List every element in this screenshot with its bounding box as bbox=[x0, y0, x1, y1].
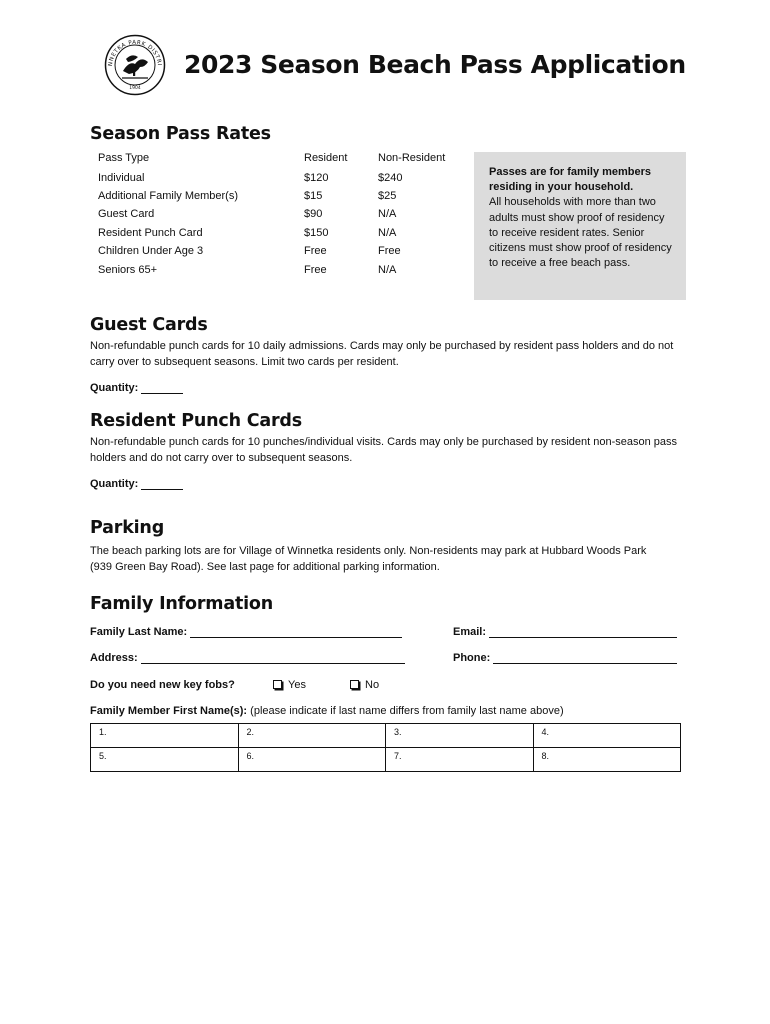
non-resident-price: $240 bbox=[378, 172, 403, 184]
punch-cards-description: Non-refundable punch cards for 10 punches/individual visits. Cards may only be purchased by resident non-season pass holders and do not carry over to subsequent seasons. bbox=[90, 436, 678, 464]
yes-label: Yes bbox=[288, 679, 306, 691]
punch-cards-quantity-field[interactable] bbox=[141, 479, 183, 490]
guest-cards-quantity-field[interactable] bbox=[141, 383, 183, 394]
pass-type: Guest Card bbox=[98, 208, 155, 220]
col-resident: Resident bbox=[304, 152, 348, 164]
address-row bbox=[90, 652, 405, 664]
resident-price: Free bbox=[304, 264, 327, 276]
member-name-cell[interactable]: 3. bbox=[386, 724, 534, 748]
member-name-cell[interactable]: 4. bbox=[533, 724, 681, 748]
email-field[interactable] bbox=[489, 627, 677, 638]
member-name-cell[interactable]: 1. bbox=[91, 724, 239, 748]
resident-price: $120 bbox=[304, 172, 329, 184]
quantity-label: Quantity: bbox=[90, 478, 139, 490]
park-district-seal-logo bbox=[104, 34, 166, 96]
punch-cards-quantity bbox=[90, 478, 183, 490]
table-row bbox=[91, 724, 681, 748]
phone-row bbox=[453, 652, 677, 664]
members-heading bbox=[90, 705, 564, 717]
key-fobs-no-option[interactable] bbox=[350, 679, 379, 691]
family-info-heading: Family Information bbox=[90, 594, 273, 614]
pass-type: Seniors 65+ bbox=[98, 264, 158, 276]
quantity-label: Quantity: bbox=[90, 382, 139, 394]
resident-price: Free bbox=[304, 245, 327, 257]
non-resident-price: N/A bbox=[378, 208, 397, 220]
members-label: Family Member First Name(s): bbox=[90, 705, 248, 717]
rates-heading: Season Pass Rates bbox=[90, 124, 271, 144]
col-pass-type: Pass Type bbox=[98, 152, 150, 164]
no-label: No bbox=[365, 679, 380, 691]
member-name-cell[interactable]: 7. bbox=[386, 748, 534, 772]
yes-checkbox[interactable] bbox=[273, 680, 282, 689]
resident-price: $90 bbox=[304, 208, 323, 220]
non-resident-price: N/A bbox=[378, 264, 397, 276]
member-name-cell[interactable]: 5. bbox=[91, 748, 239, 772]
logo-year: 1904 bbox=[129, 86, 141, 91]
parking-description: The beach parking lots are for Village of Winnetka residents only. Non-residents may park at Hubbard Woods Park (939 Green Bay Road). See last page for additional parking information. bbox=[90, 545, 647, 573]
non-resident-price: N/A bbox=[378, 227, 397, 239]
last-name-label: Family Last Name: bbox=[90, 626, 188, 638]
non-resident-price: $25 bbox=[378, 190, 397, 202]
pass-type: Children Under Age 3 bbox=[98, 245, 204, 257]
col-non-resident: Non-Resident bbox=[378, 152, 446, 164]
phone-field[interactable] bbox=[493, 653, 677, 664]
email-label: Email: bbox=[453, 626, 487, 638]
family-members-table bbox=[90, 723, 681, 772]
phone-label: Phone: bbox=[453, 652, 491, 664]
member-name-cell[interactable]: 8. bbox=[533, 748, 681, 772]
last-name-row bbox=[90, 626, 402, 638]
guest-cards-description: Non-refundable punch cards for 10 daily admissions. Cards may only be purchased by resident pass holders and do not carry over to subsequent seasons. Limit two cards per resident. bbox=[90, 340, 674, 368]
punch-cards-heading: Resident Punch Cards bbox=[90, 411, 302, 431]
members-hint: (please indicate if last name differs from family last name above) bbox=[250, 705, 564, 717]
pass-type: Resident Punch Card bbox=[98, 227, 203, 239]
table-row bbox=[91, 748, 681, 772]
residency-note bbox=[489, 165, 675, 271]
resident-price: $15 bbox=[304, 190, 323, 202]
non-resident-price: Free bbox=[378, 245, 401, 257]
last-name-field[interactable] bbox=[190, 627, 402, 638]
pass-type: Individual bbox=[98, 172, 145, 184]
parking-heading: Parking bbox=[90, 518, 165, 538]
key-fobs-label: Do you need new key fobs? bbox=[90, 679, 235, 691]
page-title: 2023 Season Beach Pass Application bbox=[184, 50, 686, 79]
residency-note-body: All households with more than two adults must show proof of residency to receive resident rates. Senior citizens must show proof of residency to receive a free beach pass. bbox=[489, 196, 672, 270]
guest-cards-heading: Guest Cards bbox=[90, 315, 208, 335]
member-name-cell[interactable]: 6. bbox=[238, 748, 386, 772]
email-row bbox=[453, 626, 677, 638]
no-checkbox[interactable] bbox=[350, 680, 359, 689]
resident-price: $150 bbox=[304, 227, 329, 239]
svg-text:WINNETKA PARK DISTRICT bbox=[104, 34, 162, 67]
guest-cards-quantity bbox=[90, 382, 183, 394]
residency-note-bold: Passes are for family members residing in your household. bbox=[489, 166, 652, 194]
pass-type: Additional Family Member(s) bbox=[98, 190, 238, 202]
address-field[interactable] bbox=[141, 653, 405, 664]
member-name-cell[interactable]: 2. bbox=[238, 724, 386, 748]
key-fobs-yes-option[interactable] bbox=[273, 679, 306, 691]
residency-note-box bbox=[474, 152, 686, 300]
address-label: Address: bbox=[90, 652, 138, 664]
logo-arc-text: NNETKA PARK DISTRI bbox=[107, 39, 162, 67]
